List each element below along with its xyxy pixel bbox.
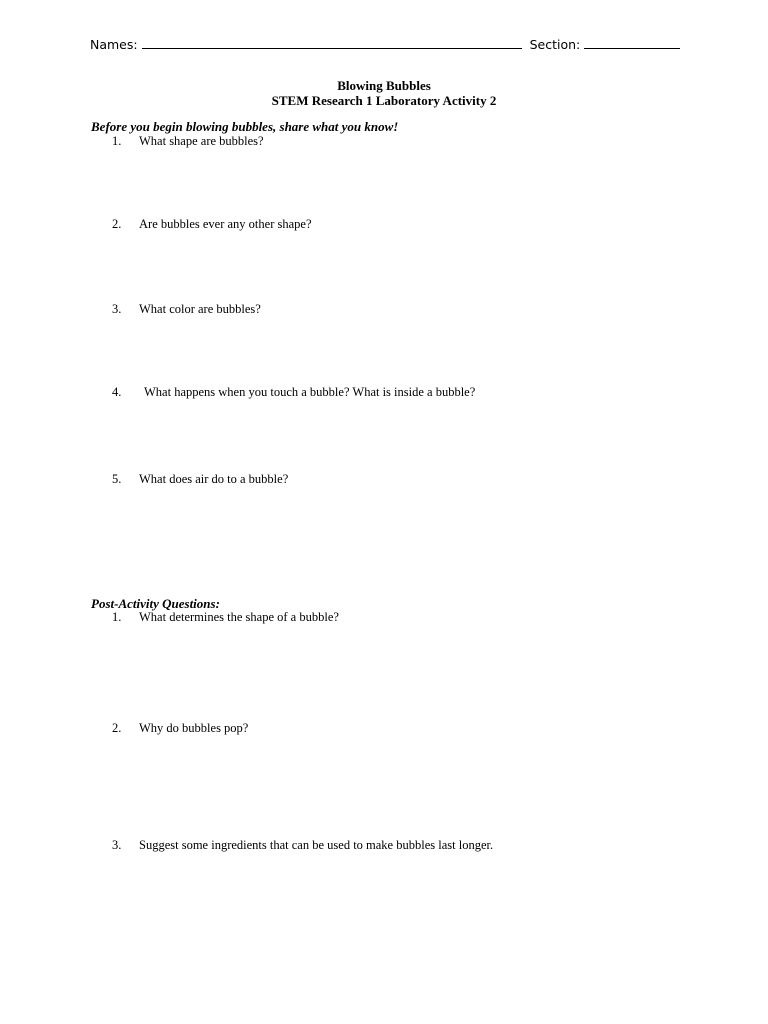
question-text: What shape are bubbles? bbox=[139, 134, 264, 148]
section-label: Section: bbox=[529, 37, 581, 52]
names-field bbox=[142, 37, 522, 49]
header-line bbox=[90, 37, 690, 52]
question-number: 2. bbox=[112, 217, 122, 231]
question-text: Are bubbles ever any other shape? bbox=[139, 217, 312, 231]
names-label: Names: bbox=[90, 37, 138, 52]
post-activity-heading: Post-Activity Questions: bbox=[91, 596, 220, 611]
section-field bbox=[584, 37, 680, 49]
question-text: What determines the shape of a bubble? bbox=[139, 610, 339, 624]
question-number: 1. bbox=[112, 610, 122, 624]
question-text: What happens when you touch a bubble? What is inside a bubble? bbox=[144, 385, 476, 399]
question-text: Suggest some ingredients that can be used to make bubbles last longer. bbox=[139, 838, 494, 852]
question-text: Why do bubbles pop? bbox=[139, 721, 249, 735]
title-line-1: Blowing Bubbles bbox=[337, 78, 431, 93]
pre-activity-heading: Before you begin blowing bubbles, share what you know! bbox=[91, 119, 399, 134]
question-text: What color are bubbles? bbox=[139, 302, 261, 316]
question-number: 4. bbox=[112, 385, 122, 399]
question-number: 3. bbox=[112, 838, 122, 852]
page-title bbox=[0, 78, 768, 108]
question-text: What does air do to a bubble? bbox=[139, 472, 289, 486]
question-number: 1. bbox=[112, 134, 122, 148]
question-number: 5. bbox=[112, 472, 122, 486]
title-line-2: STEM Research 1 Laboratory Activity 2 bbox=[271, 93, 497, 108]
question-number: 3. bbox=[112, 302, 122, 316]
question-number: 2. bbox=[112, 721, 122, 735]
